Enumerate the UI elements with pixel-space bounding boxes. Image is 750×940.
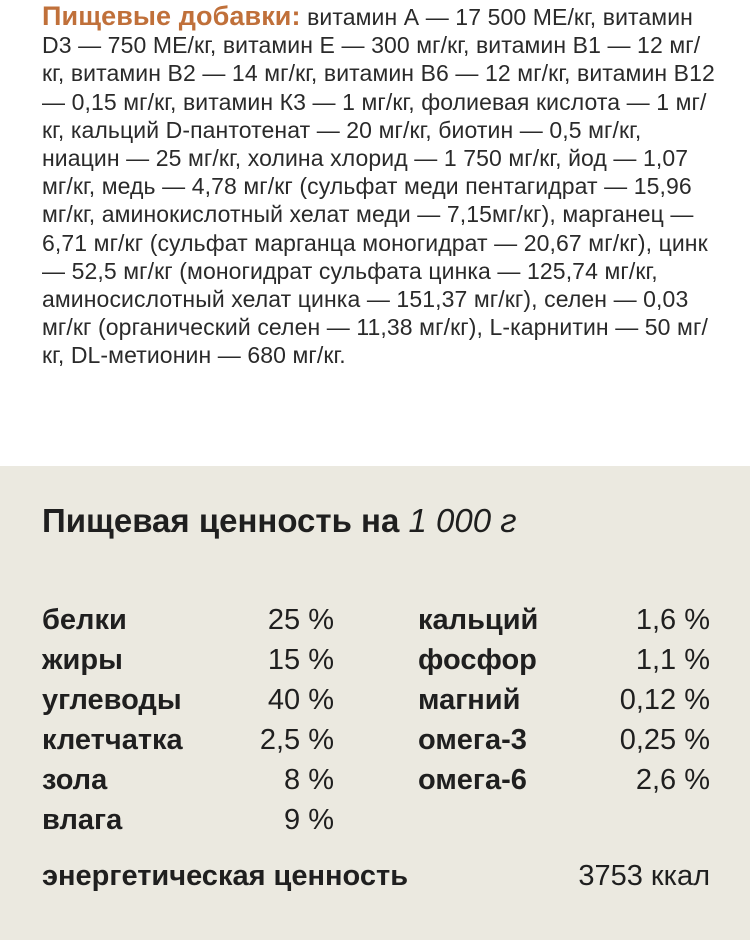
nutrient-value: 1,1 % xyxy=(635,644,710,676)
nutrient-row xyxy=(418,724,710,764)
nutrient-value: 8 % xyxy=(284,764,334,796)
nutrition-title: Пищевая ценность на xyxy=(42,502,409,539)
nutrient-value: 1,6 % xyxy=(635,604,710,636)
nutrient-value: 25 % xyxy=(267,604,334,636)
nutrient-name: фосфор xyxy=(418,644,537,676)
nutrient-row xyxy=(42,804,334,844)
energy-label: энергетическая ценность xyxy=(42,860,409,892)
nutrition-panel xyxy=(0,466,750,940)
nutrient-value: 15 % xyxy=(267,644,334,676)
nutrient-name: влага xyxy=(42,804,123,836)
nutrient-value: 2,6 % xyxy=(635,764,710,796)
nutrient-value: 2,5 % xyxy=(259,724,334,756)
energy-row xyxy=(42,860,710,900)
nutrient-value: 0,25 % xyxy=(619,724,710,756)
nutrient-name: жиры xyxy=(42,644,123,676)
nutrition-heading xyxy=(42,502,517,540)
nutrient-row xyxy=(42,684,334,724)
nutrient-row xyxy=(418,644,710,684)
nutrient-row xyxy=(42,604,334,644)
nutrient-name: омега-6 xyxy=(418,764,527,796)
supplements-section xyxy=(0,0,750,466)
nutrient-name: углеводы xyxy=(42,684,182,716)
nutrient-row xyxy=(418,604,710,644)
nutrient-name: зола xyxy=(42,764,108,796)
nutrient-row xyxy=(42,644,334,684)
energy-value: 3753 ккал xyxy=(578,860,710,892)
nutrient-row xyxy=(42,724,334,764)
nutrient-value: 9 % xyxy=(284,804,334,836)
nutrient-value: 0,12 % xyxy=(619,684,710,716)
supplements-label: Пищевые добавки: xyxy=(42,1,301,31)
nutrient-name: магний xyxy=(418,684,521,716)
nutrient-name: белки xyxy=(42,604,127,636)
supplements-text: витамин А — 17 500 МЕ/кг, витамин D3 — 750 МЕ/кг, витамин Е — 300 мг/кг, витамин В1 — 12 мг/кг, витамин В2 — 14 мг/кг, витамин В6 — 12 мг/кг, витамин В12 — 0,15 мг/кг, витамин К3 — 1 мг/кг, фолиевая кислота — 1 мг/кг, кальций D-пантотенат — 20 мг/кг, биотин — 0,5 мг/кг, ниацин — 25 мг/кг, холина хлорид — 1 750 мг/кг, йод — 1,07 мг/кг, медь — 4,78 мг/кг (сульфат меди пентагидрат — 15,96 мг/кг, аминокислотный хелат меди — 7,15мг/кг), марганец — 6,71 мг/кг (сульфат марганца моногидрат — 20,67 мг/кг), цинк — 52,5 мг/кг (моногидрат сульфата цинка — 125,74 мг/кг, аминосислотный хелат цинка — 151,37 мг/кг), селен — 0,03 мг/кг (органический селен — 11,38 мг/кг), L-карнитин — 50 мг/кг, DL-метионин — 680 мг/кг. xyxy=(42,4,715,369)
supplements-paragraph xyxy=(42,2,717,370)
nutrition-amount: 1 000 г xyxy=(408,502,517,539)
nutrient-value: 40 % xyxy=(267,684,334,716)
nutrient-name: омега-3 xyxy=(418,724,527,756)
nutrition-left-column xyxy=(42,604,334,844)
nutrient-name: клетчатка xyxy=(42,724,183,756)
nutrient-row xyxy=(42,764,334,804)
nutrition-right-column xyxy=(418,604,710,804)
nutrient-row xyxy=(418,684,710,724)
nutrient-name: кальций xyxy=(418,604,539,636)
nutrient-row xyxy=(418,764,710,804)
